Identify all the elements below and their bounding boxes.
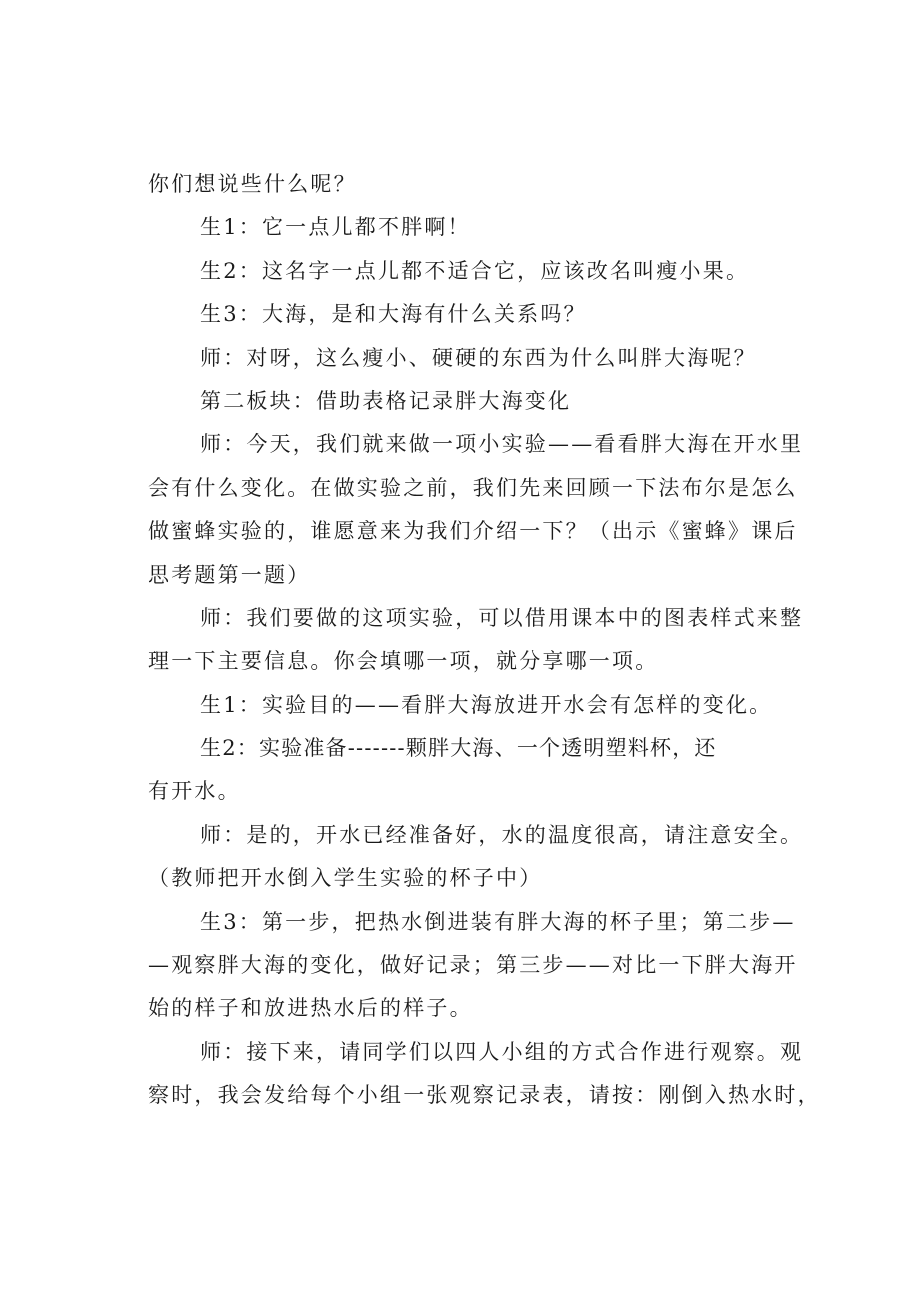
text-line: 师：是的，开水已经准备好，水的温度很高，请注意安全。 [200,822,804,847]
text-line: 始的样子和放进热水后的样子。 [148,996,473,1021]
text-line: 生1：它一点儿都不胖啊！ [200,215,471,240]
text-line: 做蜜蜂实验的，谁愿意来为我们介绍一下？（出示《蜜蜂》课后 [148,519,798,544]
text-line: 师：今天，我们就来做一项小实验——看看胖大海在开水里 [200,432,804,457]
text-line: 生3：第一步，把热水倒进装有胖大海的杯子里；第二步— [200,909,796,934]
document-body [148,163,821,1118]
text-line: 师：对呀，这么瘦小、硬硬的东西为什么叫胖大海呢？ [200,345,757,370]
text-line: 生3：大海，是和大海有什么关系吗？ [200,302,587,327]
section-heading: 第二板块：借助表格记录胖大海变化 [200,388,572,413]
text-line: 师：我们要做的这项实验，可以借用课本中的图表样式来整 [200,605,804,630]
text-line: 有开水。 [148,779,241,804]
text-line: 你们想说些什么呢？ [148,172,357,196]
text-line: —观察胖大海的变化，做好记录；第三步——对比一下胖大海开 [148,953,798,978]
text-line: 生1：实验目的——看胖大海放进开水会有怎样的变化。 [200,692,773,717]
text-line: 会有什么变化。在做实验之前，我们先来回顾一下法布尔是怎么 [148,475,798,500]
text-line: 生2：这名字一点儿都不适合它，应该改名叫瘦小果。 [200,258,750,283]
text-line: 理一下主要信息。你会填哪一项，就分享哪一项。 [148,649,659,674]
text-line: 生2：实验准备-------颗胖大海、一个透明塑料杯，还 [200,736,717,761]
text-line: 思考题第一题） [148,562,311,587]
text-line: （教师把开水倒入学生实验的杯子中） [148,866,543,891]
text-line: 察时，我会发给每个小组一张观察记录表，请按：刚倒入热水时， [148,1083,821,1108]
text-line: 师：接下来，请同学们以四人小组的方式合作进行观察。观 [200,1039,804,1064]
